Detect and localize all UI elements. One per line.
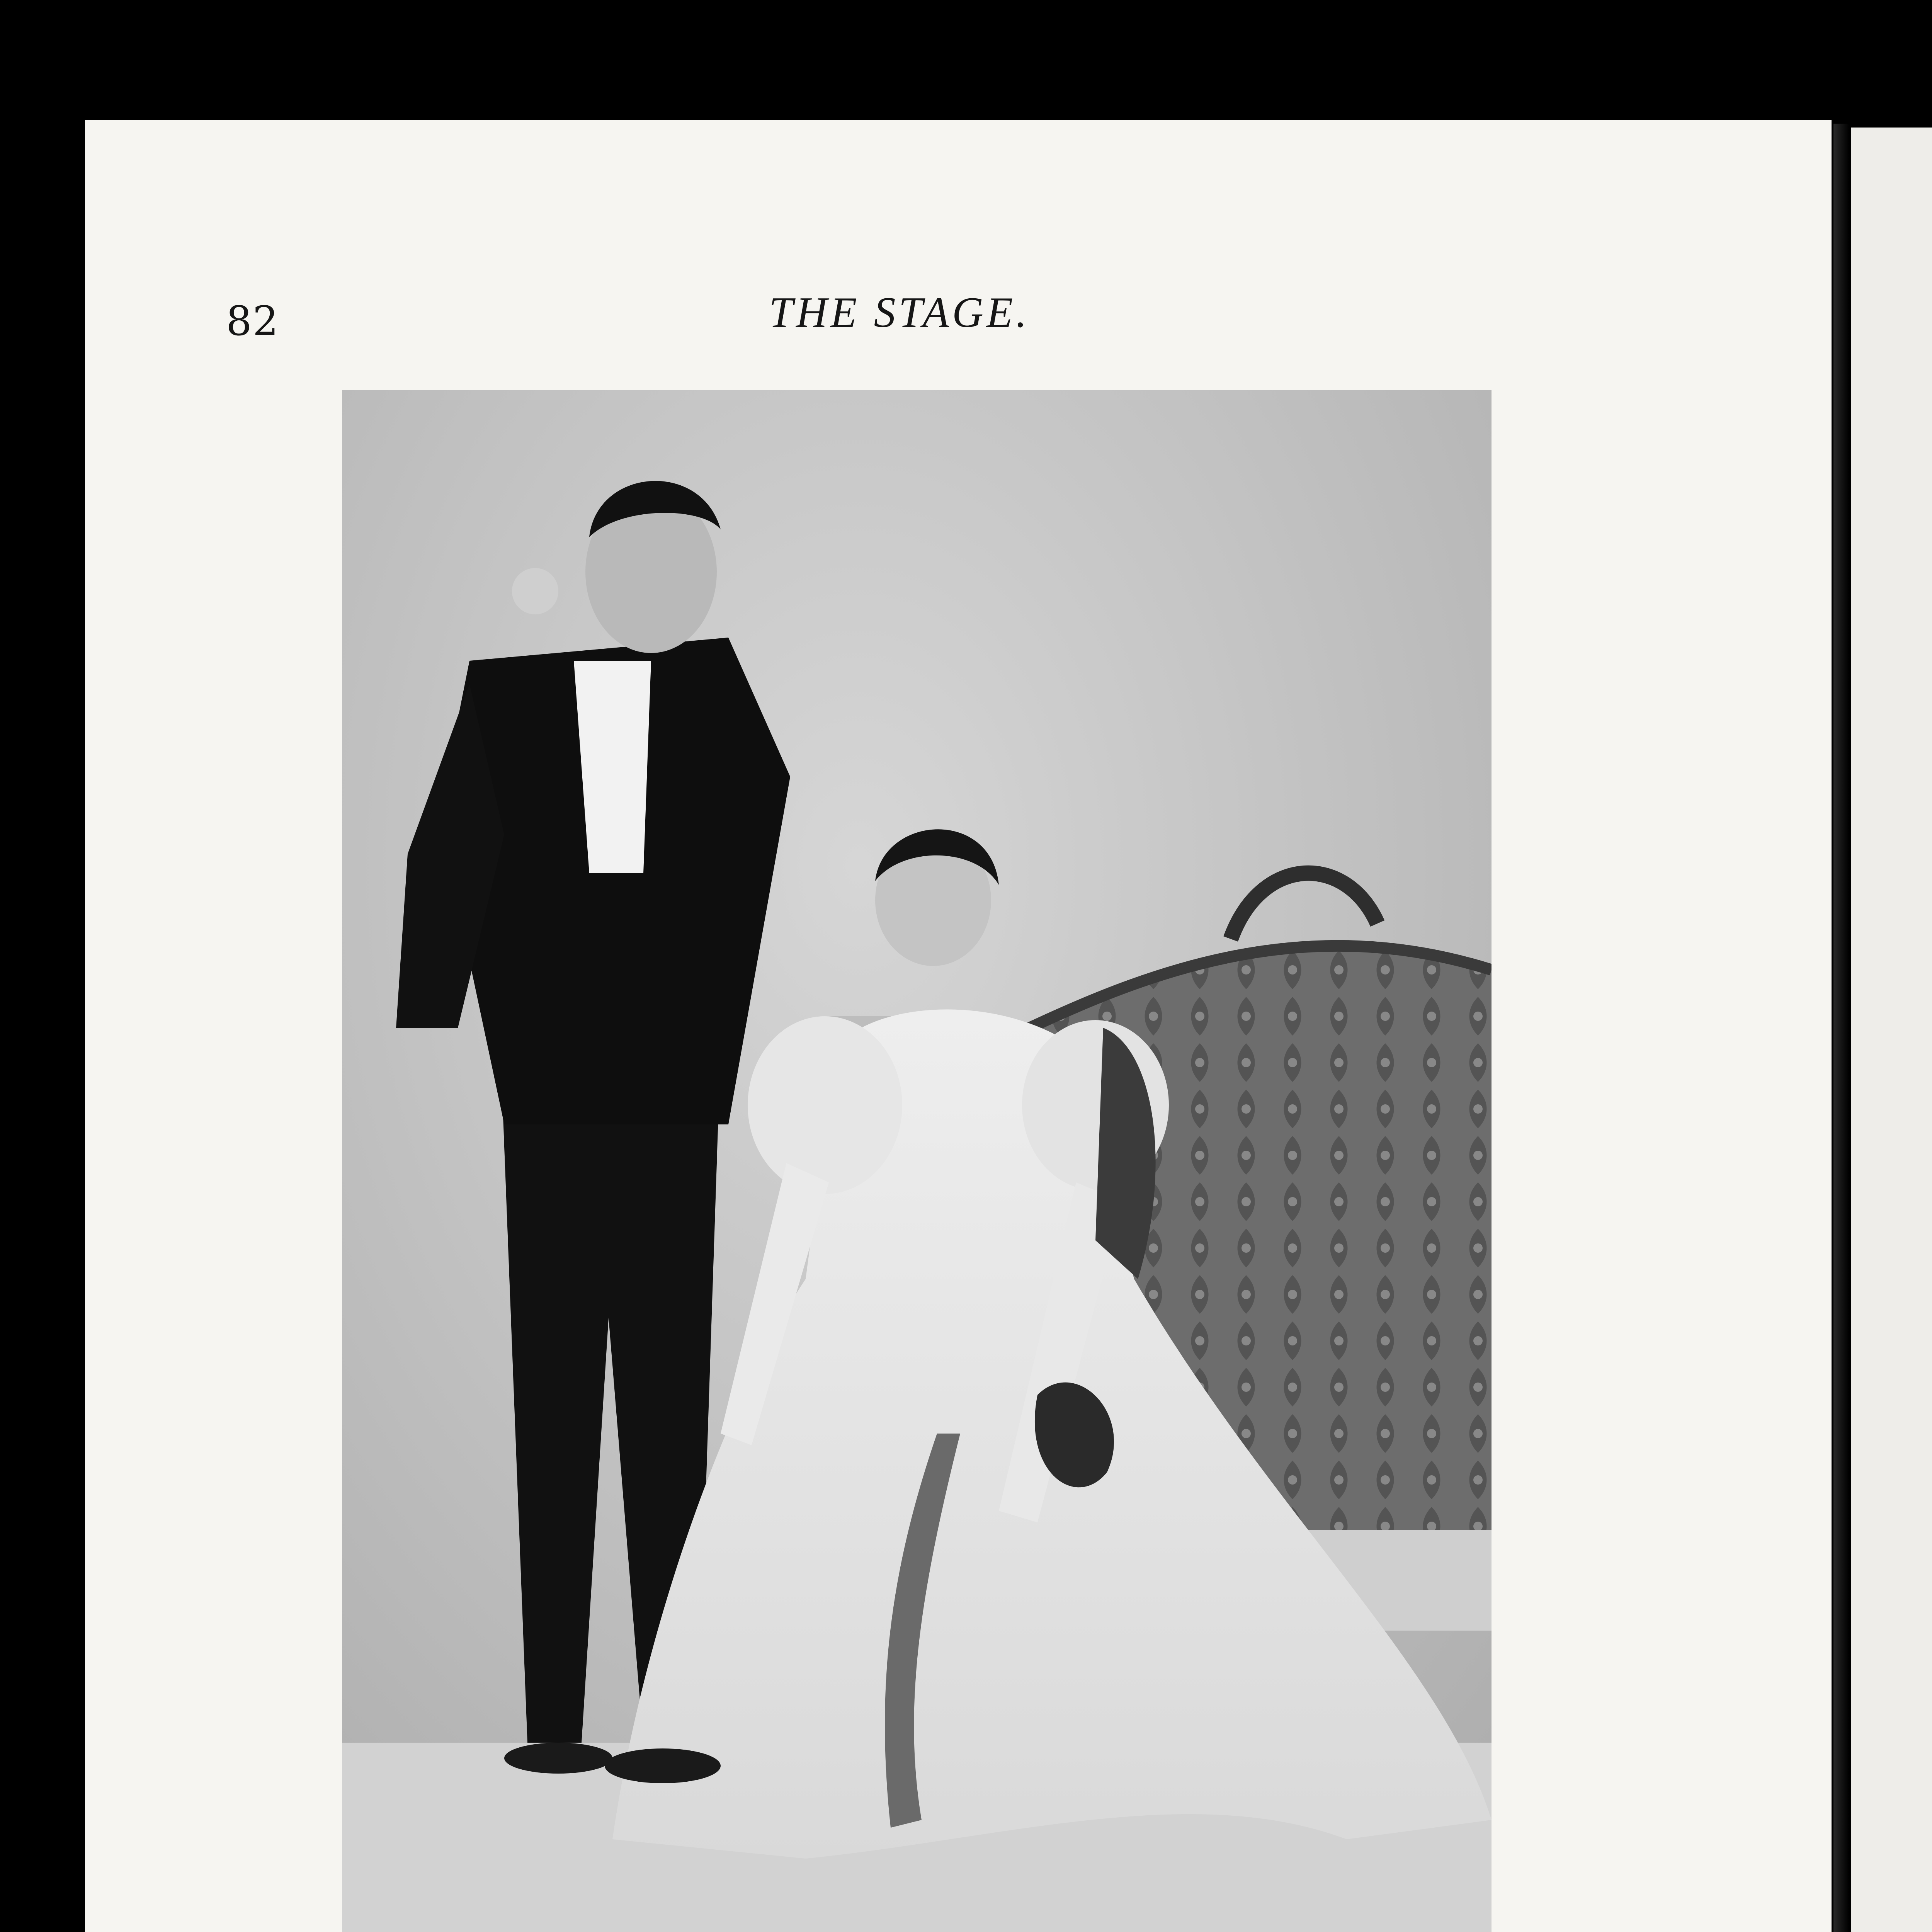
gutter-shadow [1833,124,1849,1932]
photograph-illustration [342,390,1492,1932]
photograph [342,390,1492,1932]
running-title: THE STAGE. [769,289,1030,337]
facing-page-edge [1851,128,1932,1932]
page-number: 82 [226,298,279,345]
